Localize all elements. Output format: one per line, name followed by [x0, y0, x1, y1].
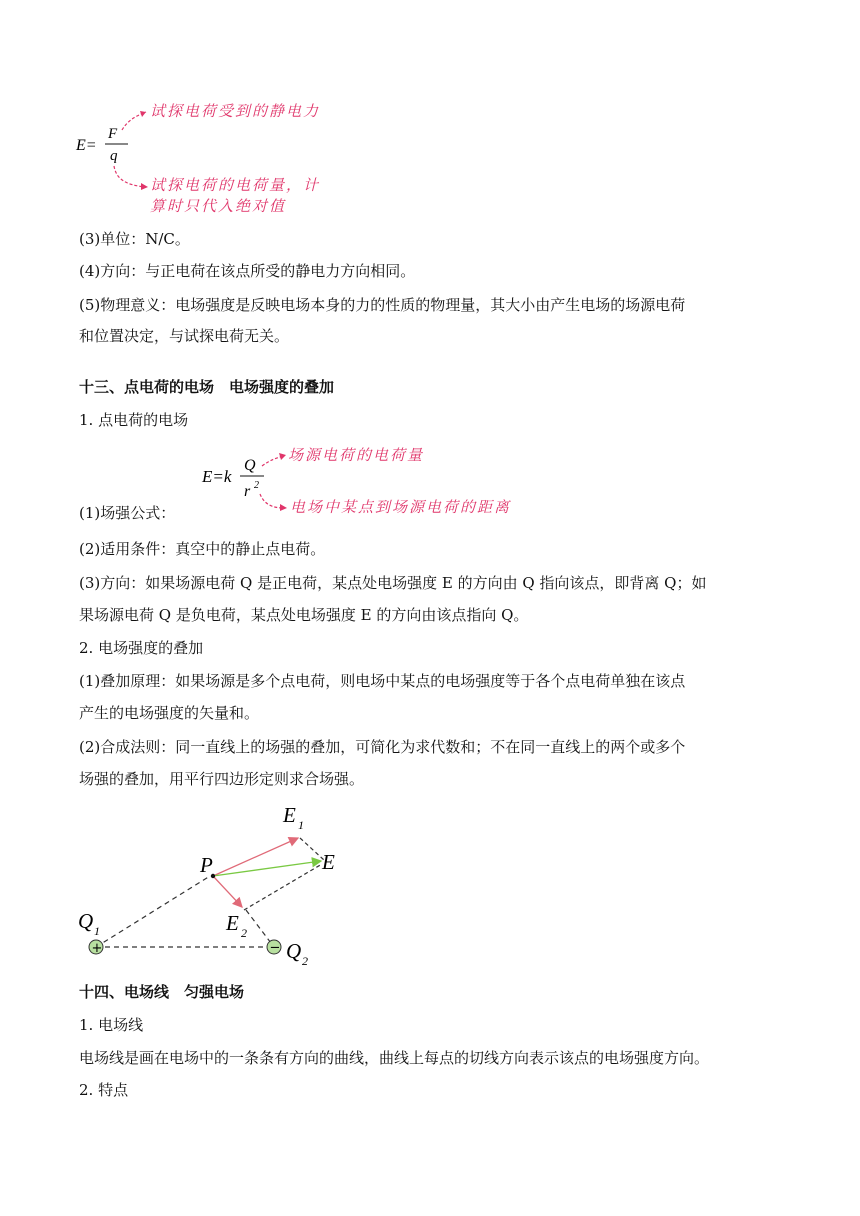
composition-rule-1: (2)合成法则：同一直线上的场强的叠加，可简化为求代数和；不在同一直线上的两个或多个 [79, 738, 686, 756]
vector-e2 [213, 876, 242, 907]
q1-to-p-dashed [96, 876, 210, 947]
formula-numerator: F [108, 126, 118, 142]
annotation-arrowhead-r [280, 504, 287, 511]
composition-rule-2: 场强的叠加，用平行四边形定则求合场强。 [79, 770, 365, 788]
superposition-principle-2: 产生的电场强度的矢量和。 [79, 704, 260, 722]
annotation-distance: 电场中某点到场源电荷的距离 [290, 498, 512, 516]
annotation-arrowhead-q [279, 453, 286, 460]
label-p: P [200, 853, 213, 877]
applicable-condition: (2)适用条件：真空中的静止点电荷。 [79, 540, 326, 558]
formula2-denominator: r [244, 483, 251, 500]
formula2-exponent: 2 [254, 480, 259, 491]
label-q2-sub: 2 [302, 954, 308, 968]
label-e1-sub: 1 [298, 818, 304, 832]
field-strength-definition-formula [70, 92, 350, 217]
label-e2: E [226, 911, 239, 935]
annotation-arrowhead-bottom [141, 183, 148, 190]
formula2-numerator: Q [244, 457, 256, 474]
section-13-heading: 十三、点电荷的电场 电场强度的叠加 [79, 378, 335, 396]
unit-line: (3)单位：N/C。 [79, 230, 190, 248]
formula-denominator: q [110, 148, 118, 164]
e1-to-e-dashed [300, 838, 324, 860]
field-lines-subheading: 1. 电场线 [79, 1016, 144, 1034]
e2-to-e-dashed [244, 864, 322, 910]
field-lines-definition: 电场线是画在电场中的一条条有方向的曲线，曲线上每点的切线方向表示该点的电场强度方向。 [79, 1049, 710, 1067]
label-q1: Q [78, 909, 94, 933]
plus-sign: + [91, 941, 103, 956]
formula-item: (1)场强公式： [79, 504, 176, 522]
minus-sign: − [269, 940, 281, 956]
annotation-top: 试探电荷受到的静电力 [150, 102, 321, 120]
direction-line: (4)方向：与正电荷在该点所受的静电力方向相同。 [79, 262, 416, 280]
formula2-lhs: E=k [202, 467, 232, 486]
annotation-source-charge: 场源电荷的电荷量 [288, 446, 425, 464]
label-q1-sub: 1 [94, 924, 100, 938]
annotation-bottom-2: 算时只代入绝对值 [150, 197, 287, 215]
label-q2: Q [286, 939, 302, 963]
section-14-heading: 十四、电场线 匀强电场 [79, 983, 245, 1001]
vector-superposition-figure [76, 800, 356, 970]
label-e1: E [283, 803, 296, 827]
meaning-line-1: (5)物理意义：电场强度是反映电场本身的力的性质的物理量，其大小由产生电场的场源电荷 [79, 296, 686, 314]
point-charge-field-subheading: 1. 点电荷的电场 [79, 411, 189, 429]
superposition-principle-1: (1)叠加原理：如果场源是多个点电荷，则电场中某点的电场强度等于各个点电荷单独在该点 [79, 672, 686, 690]
point-charge-field-formula [198, 436, 578, 520]
formula-lhs: E= [76, 137, 97, 154]
meaning-line-2: 和位置决定，与试探电荷无关。 [79, 327, 290, 345]
direction-rule-1: (3)方向：如果场源电荷 Q 是正电荷，某点处电场强度 E 的方向由 Q 指向该点，即背离 Q；如 [79, 574, 707, 592]
direction-rule-2: 果场源电荷 Q 是负电荷，某点处电场强度 E 的方向由该点指向 Q。 [79, 606, 529, 624]
superposition-subheading: 2. 电场强度的叠加 [79, 639, 204, 657]
characteristics-subheading: 2. 特点 [79, 1081, 129, 1099]
annotation-bottom-1: 试探电荷的电荷量，计 [150, 176, 321, 194]
label-e2-sub: 2 [241, 926, 247, 940]
label-e: E [322, 850, 335, 874]
